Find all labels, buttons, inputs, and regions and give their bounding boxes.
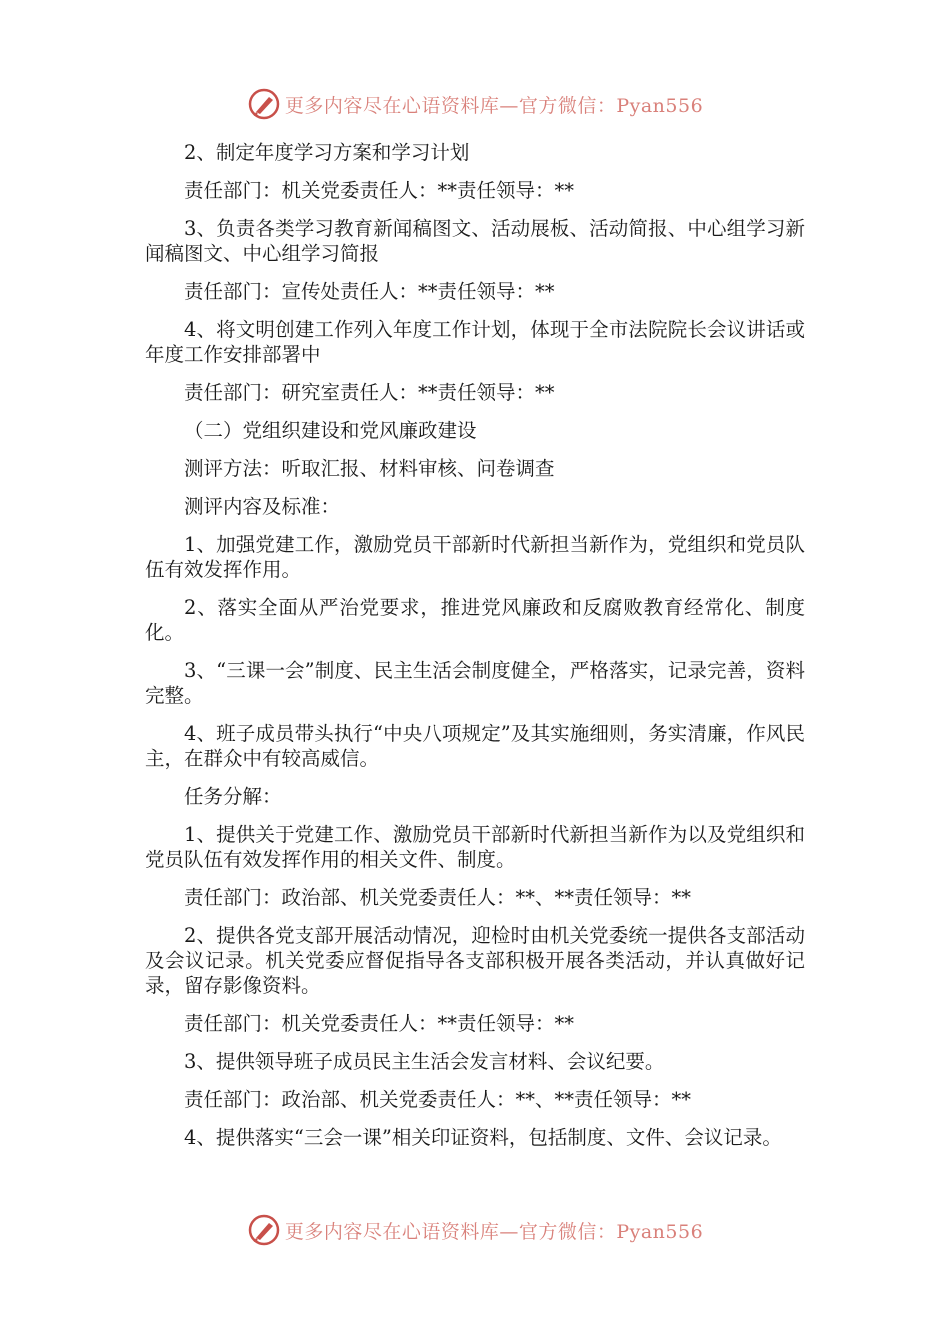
- document-body: [145, 140, 805, 1163]
- paragraph: 责任部门：机关党委责任人：**责任领导：**: [184, 1012, 575, 1035]
- footer-watermark: [0, 1210, 950, 1250]
- paragraph: 1、加强党建工作，激励党员干部新时代新担当新作为，党组织和党员队伍有效发挥作用。: [145, 533, 805, 581]
- paragraph: 测评方法：听取汇报、材料审核、问卷调查: [184, 457, 555, 480]
- paragraph: 3、提供领导班子成员民主生活会发言材料、会议纪要。: [184, 1050, 665, 1073]
- paragraph: 4、提供落实“三会一课”相关印证资料，包括制度、文件、会议记录。: [184, 1126, 782, 1149]
- paragraph: 测评内容及标准：: [184, 495, 341, 518]
- paragraph: 1、提供关于党建工作、激励党员干部新时代新担当新作为以及党组织和党员队伍有效发挥作用的相关文件、制度。: [145, 823, 805, 871]
- paragraph: 责任部门：研究室责任人：**责任领导：**: [184, 381, 555, 404]
- paragraph: 责任部门：政治部、机关党委责任人：**、**责任领导：**: [184, 886, 692, 909]
- paragraph: 任务分解：: [184, 785, 282, 808]
- section-heading: （二）党组织建设和党风廉政建设: [184, 419, 477, 442]
- paragraph: 责任部门：政治部、机关党委责任人：**、**责任领导：**: [184, 1088, 692, 1111]
- paragraph: 2、提供各党支部开展活动情况，迎检时由机关党委统一提供各支部活动及会议记录。机关党委应督促指导各支部积极开展各类活动，并认真做好记录，留存影像资料。: [145, 924, 805, 997]
- paragraph: 责任部门：宣传处责任人：**责任领导：**: [184, 280, 555, 303]
- watermark-text: 更多内容尽在心语资料库—官方微信：Pyan556: [284, 1220, 704, 1243]
- paragraph: 3、“三课一会”制度、民主生活会制度健全，严格落实，记录完善，资料完整。: [145, 659, 805, 707]
- header-watermark: [0, 84, 950, 124]
- paragraph: 责任部门：机关党委责任人：**责任领导：**: [184, 179, 575, 202]
- pen-logo-icon: [247, 1213, 281, 1247]
- pen-logo-icon: [247, 87, 281, 121]
- paragraph: 4、将文明创建工作列入年度工作计划，体现于全市法院院长会议讲话或年度工作安排部署中: [145, 318, 805, 366]
- paragraph: 3、负责各类学习教育新闻稿图文、活动展板、活动简报、中心组学习新闻稿图文、中心组学习简报: [145, 217, 805, 265]
- paragraph: 2、制定年度学习方案和学习计划: [184, 141, 470, 164]
- paragraph: 4、班子成员带头执行“中央八项规定”及其实施细则，务实清廉，作风民主，在群众中有较高威信。: [145, 722, 805, 770]
- watermark-text: 更多内容尽在心语资料库—官方微信：Pyan556: [284, 94, 704, 117]
- paragraph: 2、落实全面从严治党要求，推进党风廉政和反腐败教育经常化、制度化。: [145, 596, 805, 644]
